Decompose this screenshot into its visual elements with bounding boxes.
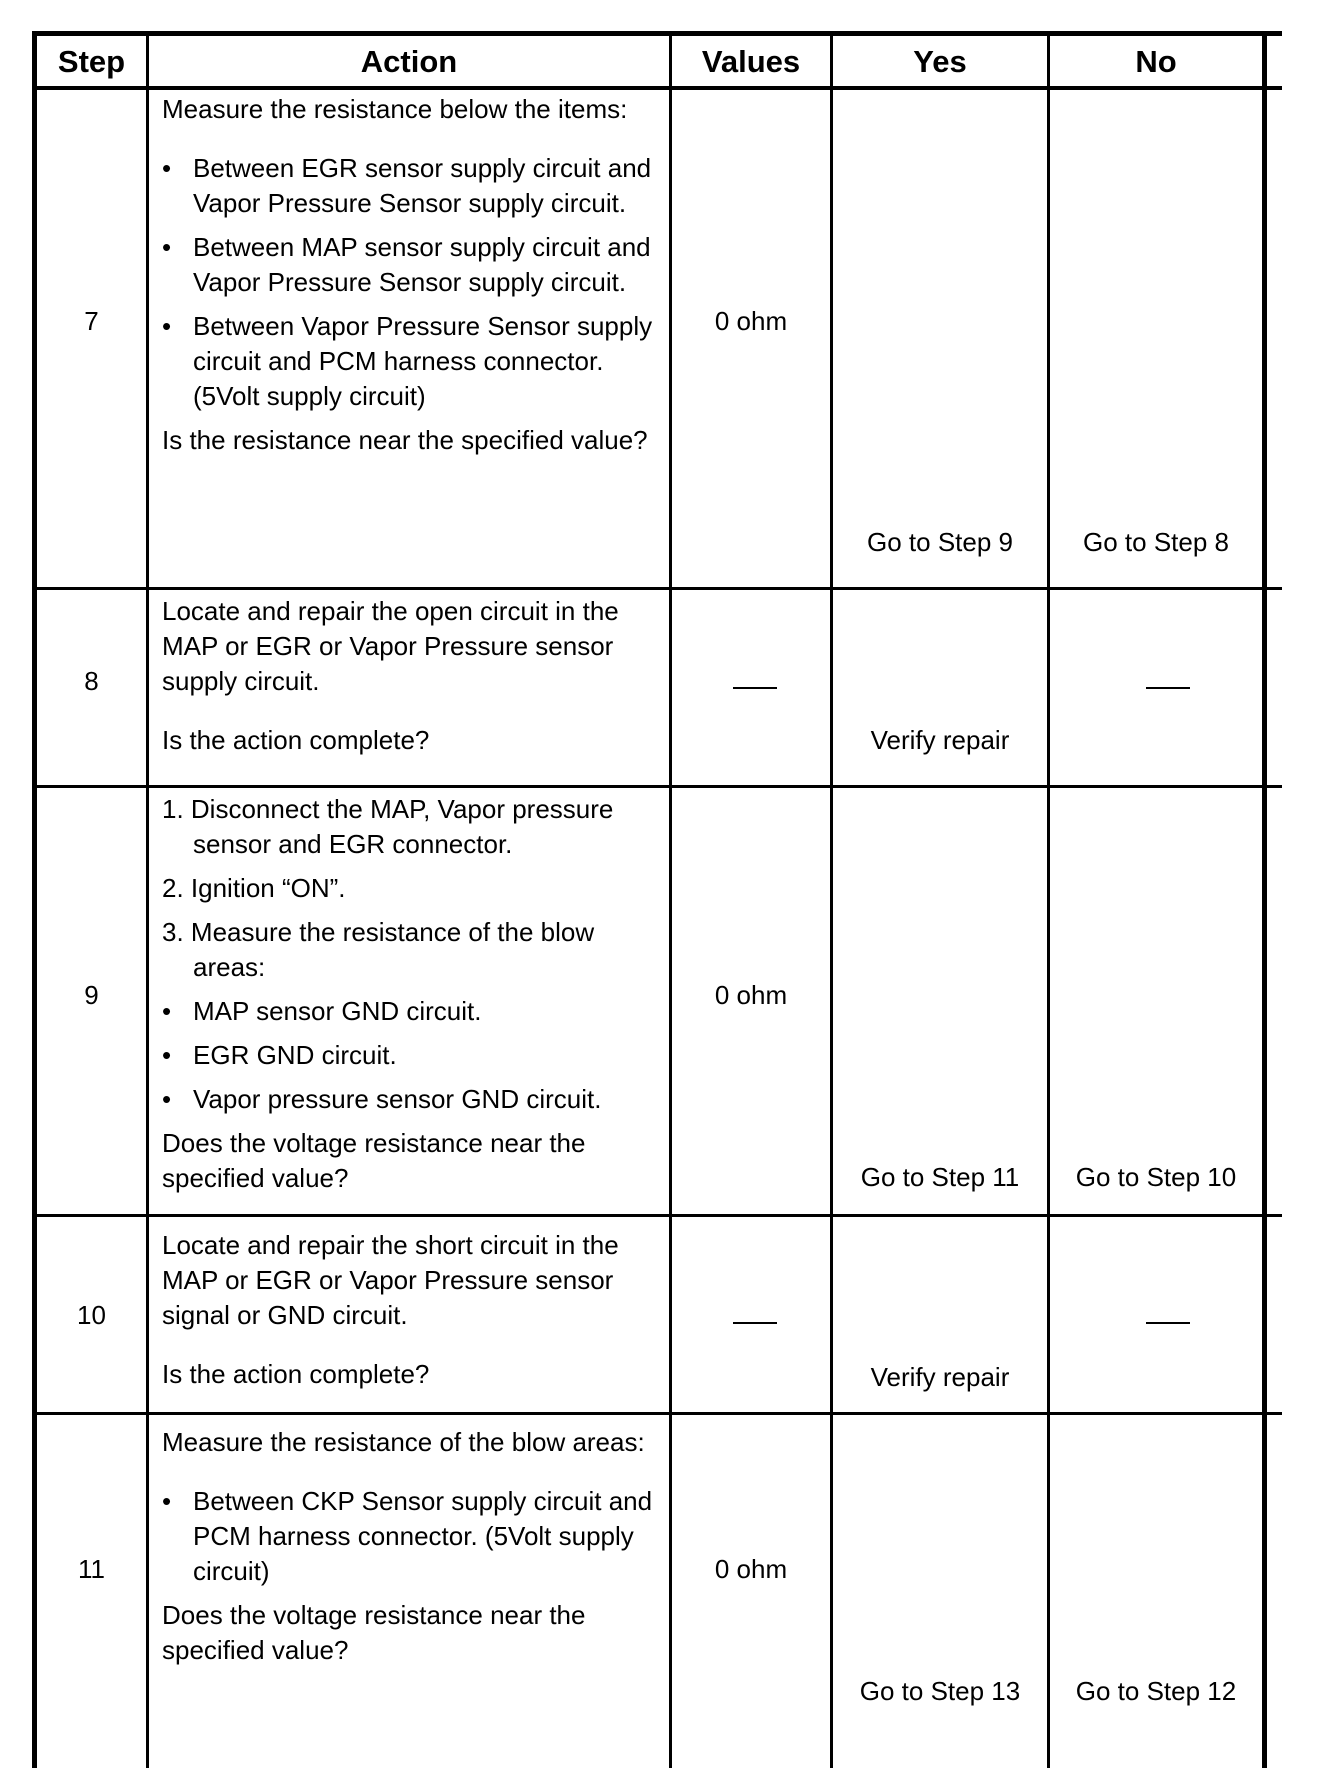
header-values: Values [701,44,801,79]
row-separator [32,785,1282,788]
action-bullet: • Between CKP Sensor supply circuit and PCM harness connector. (5Volt supply circuit) [162,1484,662,1589]
action-bullet: • Between MAP sensor supply circuit and Vapor Pressure Sensor supply circuit. [162,230,662,300]
no-dash [1146,687,1190,689]
action-cell [162,92,662,458]
action-intro: Measure the resistance of the blow areas: [162,1427,645,1457]
step-number: 9 [84,980,99,1010]
action-intro: Locate and repair the open circuit in the MAP or EGR or Vapor Pressure sensor supply circuit. [162,596,619,696]
value-dash [733,687,777,689]
row-separator [32,587,1282,590]
action-question: Does the voltage resistance near the specified value? [162,1128,586,1193]
action-bullet: • Between EGR sensor supply circuit and Vapor Pressure Sensor supply circuit. [162,151,662,221]
action-cell [162,594,662,758]
yes-cell: Verify repair [870,1362,1010,1392]
yes-cell: Go to Step 11 [860,1162,1020,1192]
header-action: Action [360,44,458,79]
no-cell: Go to Step 8 [1083,527,1229,557]
action-step: 2. Ignition “ON”. [162,873,346,903]
table-right-border [1262,31,1267,1768]
action-question: Is the action complete? [162,725,430,755]
value-cell: 0 ohm [714,980,788,1010]
header-no: No [1135,44,1177,79]
action-question: Is the action complete? [162,1359,430,1389]
column-divider [146,31,149,1768]
column-divider [1047,31,1050,1768]
yes-cell: Go to Step 13 [859,1676,1021,1706]
no-cell: Go to Step 12 [1075,1676,1237,1706]
action-question: Is the resistance near the specified value? [162,425,648,455]
action-question: Does the voltage resistance near the specified value? [162,1600,586,1665]
header-step: Step [57,44,126,79]
value-dash [733,1322,777,1324]
yes-cell: Go to Step 9 [867,527,1013,557]
column-divider [669,31,672,1768]
value-cell: 0 ohm [714,306,788,336]
no-dash [1146,1322,1190,1324]
step-number: 7 [84,306,99,336]
action-step: 3. Measure the resistance of the blow areas: [162,917,595,982]
row-separator [32,1214,1282,1217]
action-bullet: • Between Vapor Pressure Sensor supply circuit and PCM harness connector. (5Volt supply circuit) [162,309,662,414]
value-cell: 0 ohm [714,1554,788,1584]
action-cell [162,792,662,1196]
action-step: 1. Disconnect the MAP, Vapor pressure sensor and EGR connector. [162,794,614,859]
column-divider [830,31,833,1768]
action-cell [162,1425,662,1668]
header-yes: Yes [913,44,967,79]
action-intro: Measure the resistance below the items: [162,94,628,124]
no-cell: Go to Step 10 [1075,1162,1237,1192]
action-intro: Locate and repair the short circuit in the MAP or EGR or Vapor Pressure sensor signal or GND circuit. [162,1230,619,1330]
step-number: 8 [84,666,99,696]
step-number: 10 [77,1300,106,1330]
row-separator [32,1412,1282,1415]
action-cell [162,1228,662,1392]
step-number: 11 [78,1554,105,1584]
action-bullet: • Vapor pressure sensor GND circuit. [162,1082,662,1117]
table-left-border [32,31,37,1768]
action-bullet: • MAP sensor GND circuit. [162,994,662,1029]
action-bullet: • EGR GND circuit. [162,1038,662,1073]
yes-cell: Verify repair [870,725,1010,755]
